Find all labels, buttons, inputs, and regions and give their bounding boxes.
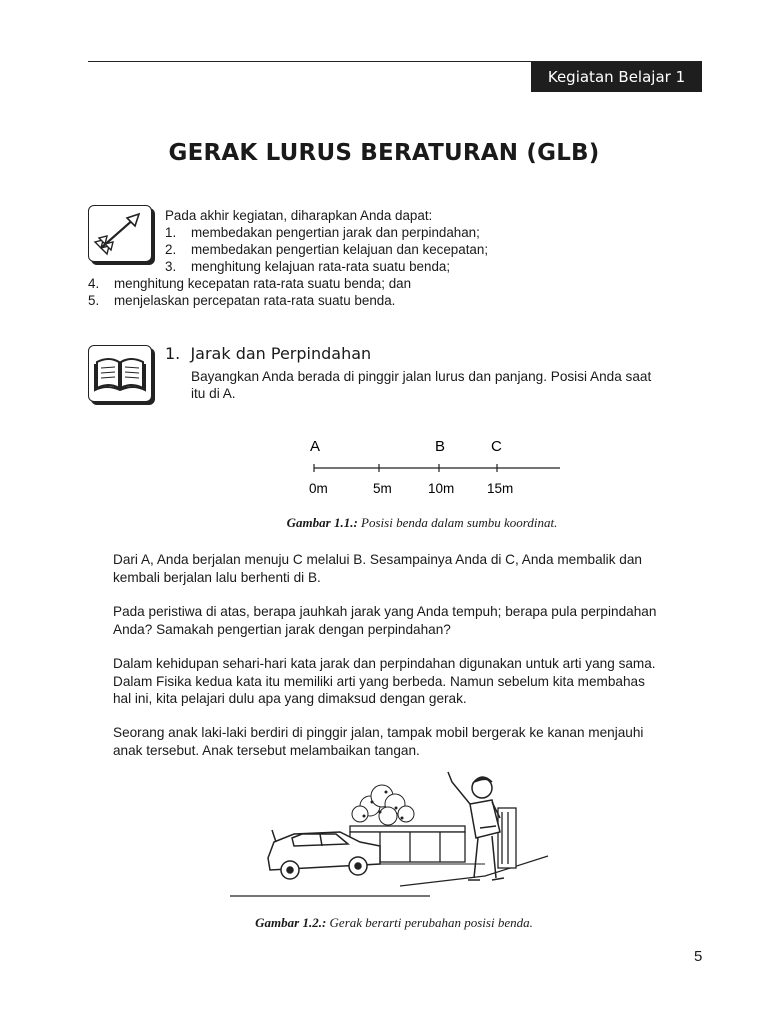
number-line-figure — [300, 430, 570, 500]
tick-label: 15m — [487, 481, 514, 496]
tick-label: 10m — [428, 481, 455, 496]
arrow-icon — [88, 205, 152, 262]
figure-caption: Gambar 1.1.: Posisi benda dalam sumbu koordinat. — [286, 515, 558, 530]
open-book-icon — [88, 345, 152, 402]
figure-caption: Gambar 1.2.: Gerak berarti perubahan posisi benda. — [255, 915, 533, 930]
objective-item: 1. membedakan pengertian jarak dan perpindahan; — [165, 225, 480, 240]
paragraph: Seorang anak laki-laki berdiri di pinggir jalan, tampak mobil bergerak ke kanan menjauhi anak tersebut. Anak tersebut melambaikan tangan. — [113, 725, 644, 758]
paragraph: Pada peristiwa di atas, berapa jauhkah jarak yang Anda tempuh; berapa pula perpindahan Anda? Samakah pengertian jarak dengan perpindahan? — [113, 604, 657, 637]
tick-label: 0m — [309, 481, 328, 496]
paragraph: Dalam kehidupan sehari-hari kata jarak dan perpindahan digunakan untuk arti yang sama. Dalam Fisika kedua kata itu memiliki arti yang berbeda. Namun sebelum kita membahas hal ini, kita pelajari dulu apa yang dimaksud dengan gerak. — [113, 656, 656, 706]
tick-label: 5m — [373, 481, 392, 496]
section-tag: Kegiatan Belajar 1 — [531, 62, 702, 92]
point-label: B — [435, 438, 446, 455]
point-label: C — [491, 438, 502, 455]
objective-item: 4. menghitung kecepatan rata-rata suatu benda; dan — [88, 276, 412, 291]
paragraph: Dari A, Anda berjalan menuju C melalui B. Sesampainya Anda di C, Anda membalik dan kembali berjalan lalu berhenti di B. — [113, 552, 642, 585]
page-number: 5 — [694, 948, 703, 965]
section-heading: 1. Jarak dan Perpindahan — [165, 344, 372, 363]
page-title: GERAK LURUS BERATURAN (GLB) — [168, 140, 600, 166]
objective-item: 3. menghitung kelajuan rata-rata suatu benda; — [165, 259, 451, 274]
point-label: A — [310, 438, 321, 455]
objective-item: 5. menjelaskan percepatan rata-rata suatu benda. — [88, 293, 396, 308]
objective-item: 2. membedakan pengertian kelajuan dan kecepatan; — [165, 242, 489, 257]
section-intro-line: Bayangkan Anda berada di pinggir jalan lurus dan panjang. Posisi Anda saat — [191, 369, 652, 384]
car-and-boy-illustration — [230, 768, 560, 908]
section-intro-line: itu di A. — [191, 386, 236, 401]
objectives-intro: Pada akhir kegiatan, diharapkan Anda dapat: — [165, 208, 433, 223]
